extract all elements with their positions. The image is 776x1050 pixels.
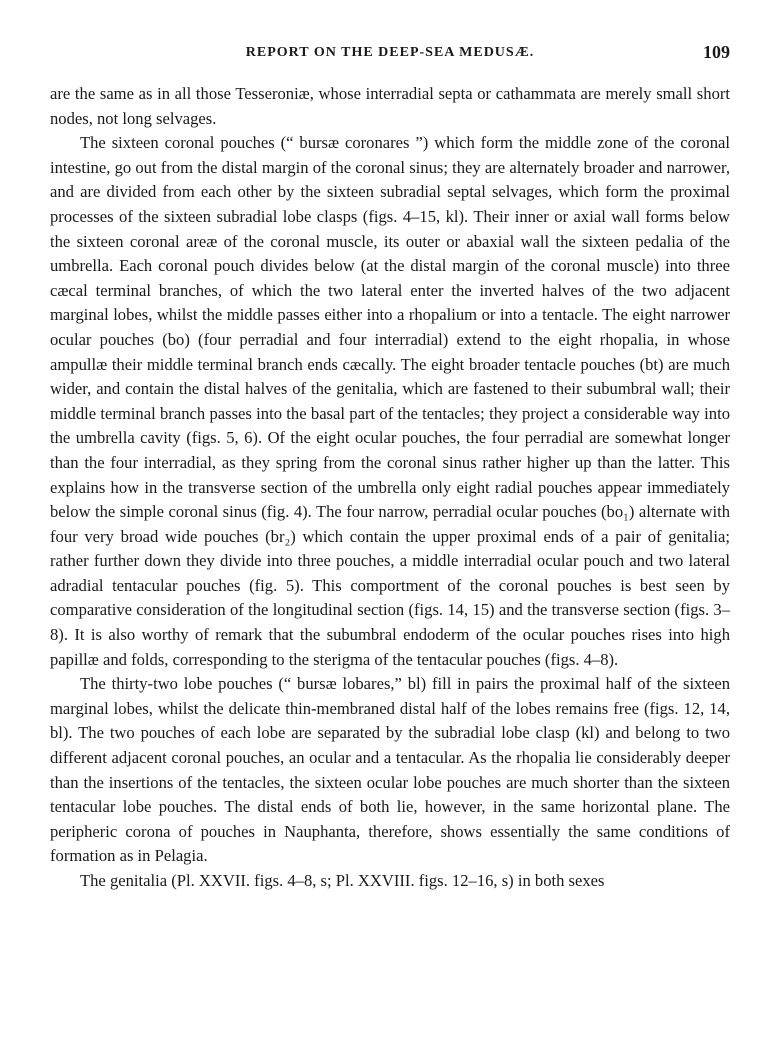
body-text xyxy=(50,82,730,894)
page-number: 109 xyxy=(703,42,730,62)
running-title: REPORT ON THE DEEP-SEA MEDUSÆ. xyxy=(245,45,535,60)
running-head xyxy=(50,42,730,66)
paragraph-coronal-pouches: The sixteen coronal pouches (“ bursæ coronares ”) which form the middle zone of the coronal intestine, go out from the distal margin of the coronal sinus; they are alternately broader and narrower, and are divided from each other by the sixteen subradial septal selvages, which form the proximal processes of the sixteen subradial lobe clasps (figs. 4–15, kl). Their inner or axial wall forms below the sixteen coronal areæ of the coronal muscle, its outer or abaxial wall the sixteen pedalia of the umbrella. Each coronal pouch divides below (at the distal margin of the coronal muscle) into three cæcal terminal branches, of which the two lateral enter the inverted halves of the two adjacent marginal lobes, whilst the middle passes either into a rhopalium or into a tentacle. The eight narrower ocular pouches (bo) (four perradial and four interradial) extend to the eight rhopalia, in whose ampullæ their middle terminal branch ends cæcally. The eight broader tentacle pouches (bt) are much wider, and contain the distal halves of the genitalia, which are fastened to their subumbral wall; their middle terminal branch passes into the basal part of the tentacles; they project a considerable way into the umbrella cavity (figs. 5, 6). Of the eight ocular pouches, the four perradial are somewhat longer than the four interradial, as they spring from the coronal sinus rather higher up than the latter. This explains how in the transverse section of the umbrella only eight radial pouches appear immediately below the simple coronal sinus (fig. 4). The four narrow, perradial ocular pouches (bo₁) alternate with four very broad wide pouches (br₂) which contain the upper proximal ends of a pair of genitalia; rather further down they divide into three pouches, a middle interradial ocular pouch and two lateral adradial tentacular pouches (fig. 5). This comportment of the coronal pouches is best seen by comparative consideration of the longitudinal section (figs. 14, 15) and the transverse section (figs. 3–8). It is also worthy of remark that the subumbral endoderm of the ocular pouches rises into high papillæ and folds, corresponding to the sterigma of the tentacular pouches (figs. 4–8). xyxy=(50,133,730,669)
paragraph-lobe-pouches: The thirty-two lobe pouches (“ bursæ lobares,” bl) fill in pairs the proximal half of the sixteen marginal lobes, whilst the delicate thin-membraned distal half of the lobes remains free (figs. 12, 14, bl). The two pouches of each lobe are separated by the subradial lobe clasp (kl) and belong to two different adjacent coronal pouches, an ocular and a tentacular. As the rhopalia lie considerably deeper than the insertions of the tentacles, the sixteen ocular lobe pouches are much shorter than the sixteen tentacular lobe pouches. The distal ends of both lie, however, in the same horizontal plane. The peripheric corona of pouches in Nauphanta, therefore, shows essentially the same conditions of formation as in Pelagia. xyxy=(50,674,730,866)
paragraph-continuation: are the same as in all those Tesseroniæ, whose interradial septa or cathammata are merely small short nodes, not long selvages. xyxy=(50,84,730,128)
paragraph-genitalia: The genitalia (Pl. XXVII. figs. 4–8, s; Pl. XXVIII. figs. 12–16, s) in both sexes xyxy=(80,871,605,890)
